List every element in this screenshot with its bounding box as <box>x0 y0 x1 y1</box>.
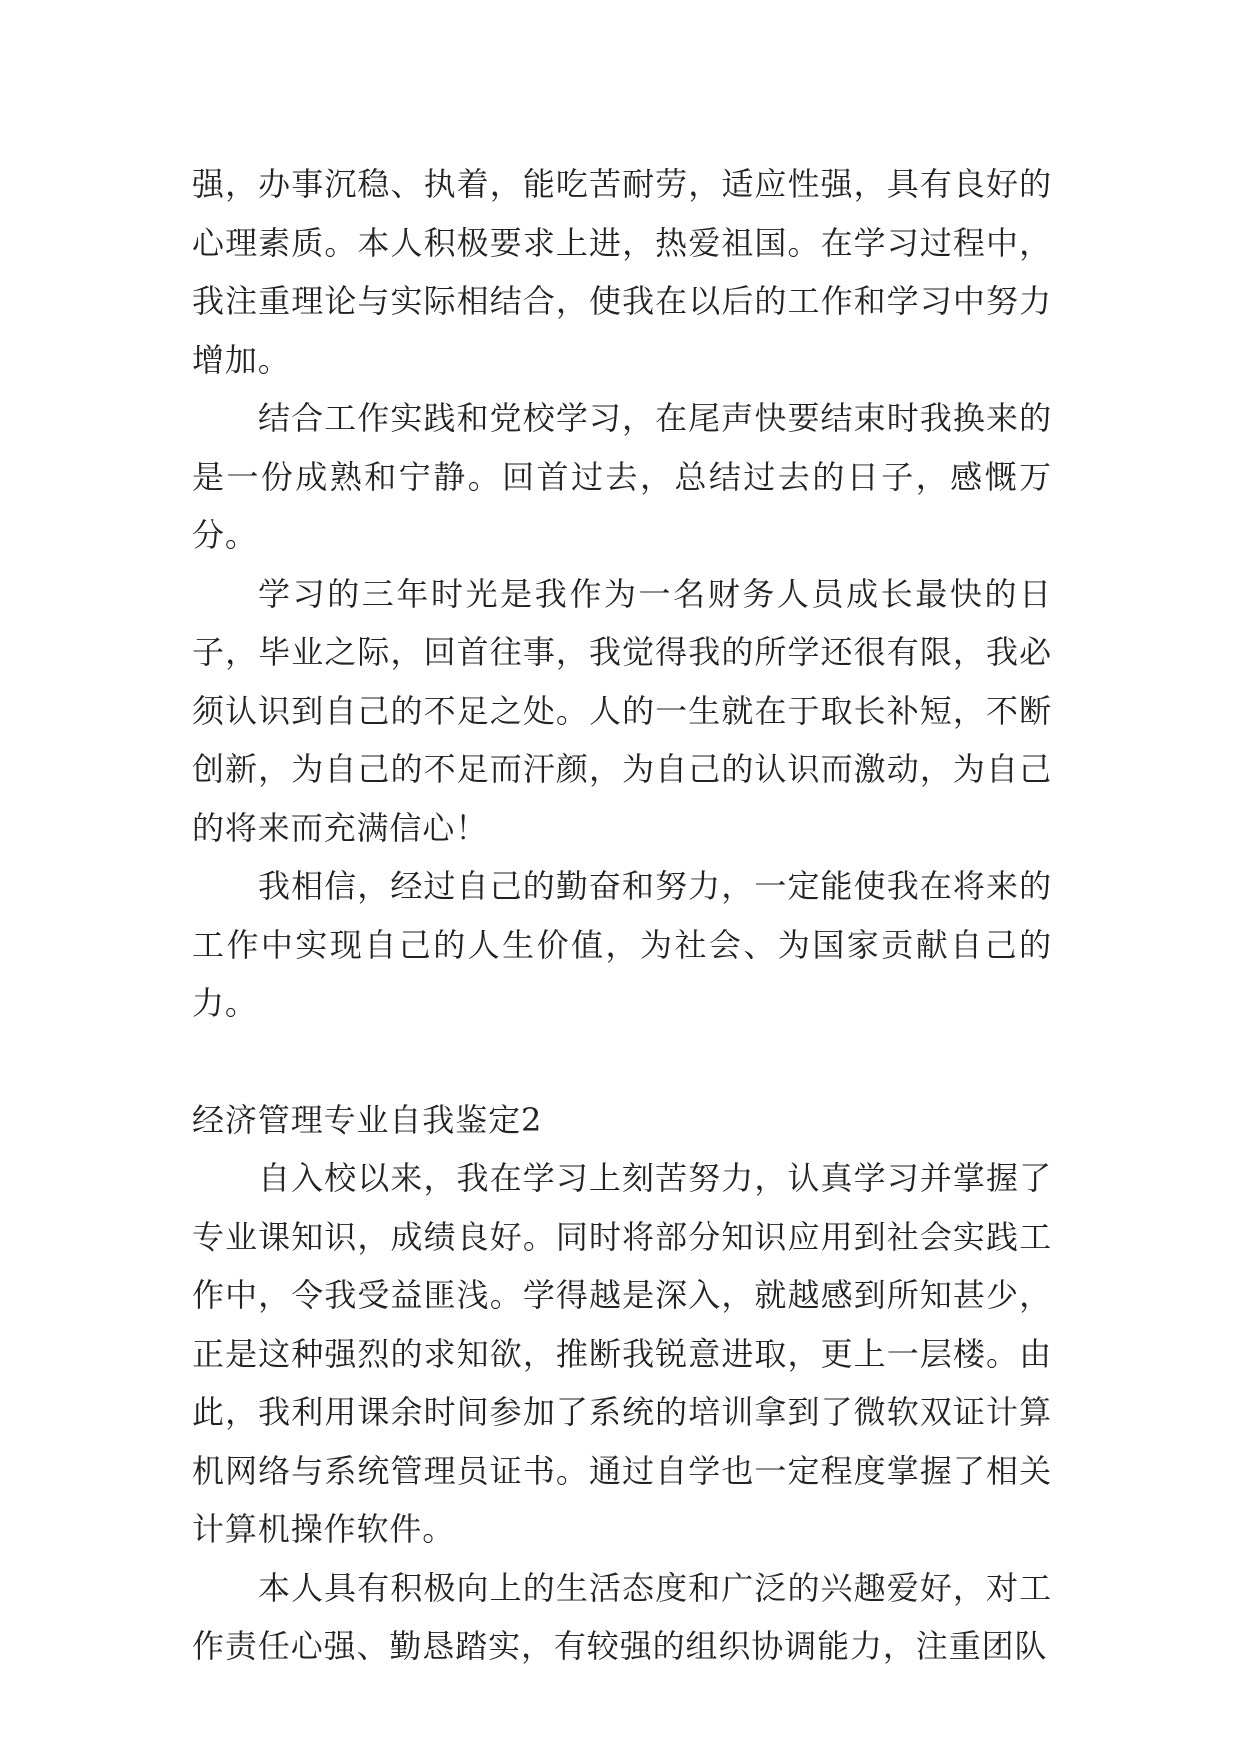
paragraph-continued: 强，办事沉稳、执着，能吃苦耐劳，适应性强，具有良好的心理素质。本人积极要求上进，热爱祖国。在学习过程中，我注重理论与实际相结合，使我在以后的工作和学习中努力增加。 <box>192 165 1052 379</box>
paragraph-practice-reflection: 结合工作实践和党校学习，在尾声快要结束时我换来的是一份成熟和宁静。回首过去，总结过去的日子，感慨万分。 <box>192 399 1052 554</box>
section-title: 经济管理专业自我鉴定2 <box>192 1100 543 1139</box>
paragraph-belief: 我相信，经过自己的勤奋和努力，一定能使我在将来的工作中实现自己的人生价值，为社会、为国家贡献自己的力。 <box>192 867 1052 1022</box>
paragraph-three-years: 学习的三年时光是我作为一名财务人员成长最快的日子，毕业之际，回首往事，我觉得我的所学还很有限，我必须认识到自己的不足之处。人的一生就在于取长补短，不断创新，为自己的不足而汗颜，为自己的认识而激动，为自己的将来而充满信心！ <box>192 574 1052 847</box>
paragraph-attitude: 本人具有积极向上的生活态度和广泛的兴趣爱好，对工作责任心强、勤恳踏实，有较强的组织协调能力，注重团队 <box>192 1568 1052 1665</box>
document-body <box>192 155 1052 1676</box>
paragraph-study-effort: 自入校以来，我在学习上刻苦努力，认真学习并掌握了专业课知识，成绩良好。同时将部分知识应用到社会实践工作中，令我受益匪浅。学得越是深入，就越感到所知甚少，正是这种强烈的求知欲，推断我锐意进取，更上一层楼。由此，我利用课余时间参加了系统的培训拿到了微软双证计算机网络与系统管理员证书。通过自学也一定程度掌握了相关计算机操作软件。 <box>192 1159 1052 1548</box>
